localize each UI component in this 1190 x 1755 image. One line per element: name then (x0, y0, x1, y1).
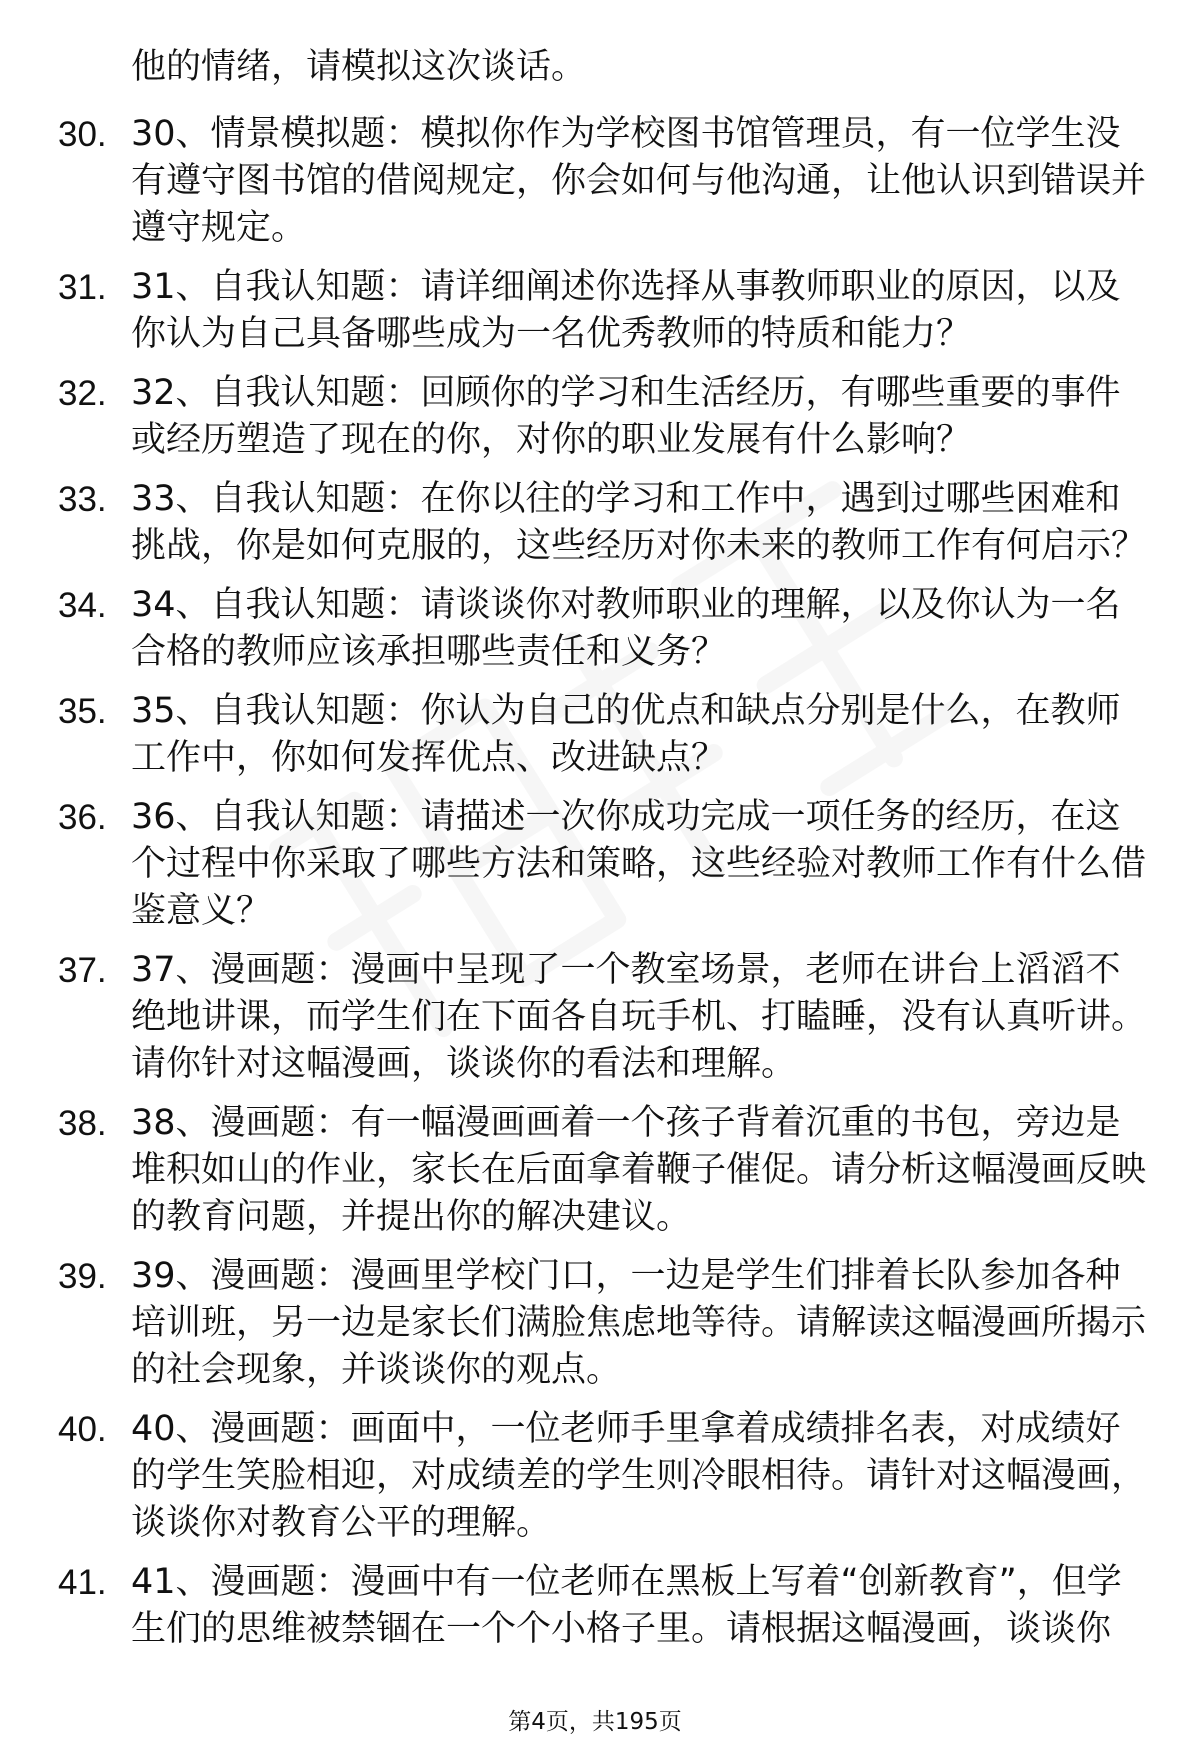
question-item-38 (0, 1100, 1190, 1241)
question-item-35 (0, 688, 1190, 782)
question-text: 34、自我认知题：请谈谈你对教师职业的理解，以及你认为一名合格的教师应该承担哪些责任和义务？ (131, 585, 1121, 672)
question-number: 34. (58, 586, 107, 625)
question-text: 40、漫画题：画面中，一位老师手里拿着成绩排名表，对成绩好的学生笑脸相迎，对成绩差的学生则冷眼相待。请针对这幅漫画，谈谈你对教育公平的理解。 (131, 1409, 1147, 1543)
question-text: 33、自我认知题：在你以往的学习和工作中，遇到过哪些困难和挑战，你是如何克服的，这些经历对你未来的教师工作有何启示？ (131, 479, 1147, 566)
question-number: 39. (58, 1257, 107, 1296)
question-item-32 (0, 370, 1190, 464)
question-item-30 (0, 111, 1190, 252)
question-text: 30、情景模拟题：模拟你作为学校图书馆管理员，有一位学生没有遵守图书馆的借阅规定，你会如何与他沟通，让他认识到错误并遵守规定。 (131, 114, 1147, 248)
question-item-34 (0, 582, 1190, 676)
question-text: 35、自我认知题：你认为自己的优点和缺点分别是什么，在教师工作中，你如何发挥优点、改进缺点？ (131, 691, 1121, 778)
page-footer: 第4页，共195页 (508, 1709, 682, 1735)
question-item-37 (0, 947, 1190, 1088)
question-item-39 (0, 1253, 1190, 1394)
question-text: 39、漫画题：漫画里学校门口，一边是学生们排着长队参加各种培训班，另一边是家长们满脸焦虑地等待。请解读这幅漫画所揭示的社会现象，并谈谈你的观点。 (131, 1256, 1147, 1390)
question-number: 33. (58, 480, 107, 519)
question-number: 35. (58, 692, 107, 731)
question-text: 36、自我认知题：请描述一次你成功完成一项任务的经历，在这个过程中你采取了哪些方法和策略，这些经验对教师工作有什么借鉴意义？ (131, 797, 1147, 931)
question-text: 38、漫画题：有一幅漫画画着一个孩子背着沉重的书包，旁边是堆积如山的作业，家长在后面拿着鞭子催促。请分析这幅漫画反映的教育问题，并提出你的解决建议。 (131, 1103, 1147, 1237)
question-item-36 (0, 794, 1190, 935)
question-item-40 (0, 1406, 1190, 1547)
question-number: 31. (58, 268, 107, 307)
question-number: 30. (58, 115, 107, 154)
question-number: 40. (58, 1410, 107, 1449)
question-text: 32、自我认知题：回顾你的学习和生活经历，有哪些重要的事件或经历塑造了现在的你，对你的职业发展有什么影响？ (131, 373, 1121, 460)
question-list (0, 111, 1190, 1665)
question-number: 37. (58, 951, 107, 990)
question-text: 31、自我认知题：请详细阐述你选择从事教师职业的原因，以及你认为自己具备哪些成为一名优秀教师的特质和能力？ (131, 267, 1121, 354)
question-number: 32. (58, 374, 107, 413)
question-text: 37、漫画题：漫画中呈现了一个教室场景，老师在讲台上滔滔不绝地讲课，而学生们在下面各自玩手机、打瞌睡，没有认真听讲。请你针对这幅漫画，谈谈你的看法和理解。 (131, 950, 1147, 1084)
question-number: 38. (58, 1104, 107, 1143)
question-item-33 (0, 476, 1190, 570)
question-item-41 (0, 1559, 1190, 1653)
question-number: 41. (58, 1563, 107, 1602)
question-number: 36. (58, 798, 107, 837)
question-item-31 (0, 264, 1190, 358)
question-text: 41、漫画题：漫画中有一位老师在黑板上写着“创新教育”，但学生们的思维被禁锢在一个个小格子里。请根据这幅漫画，谈谈你 (131, 1562, 1122, 1649)
continued-question-text: 他的情绪，请模拟这次谈话。 (131, 47, 587, 87)
